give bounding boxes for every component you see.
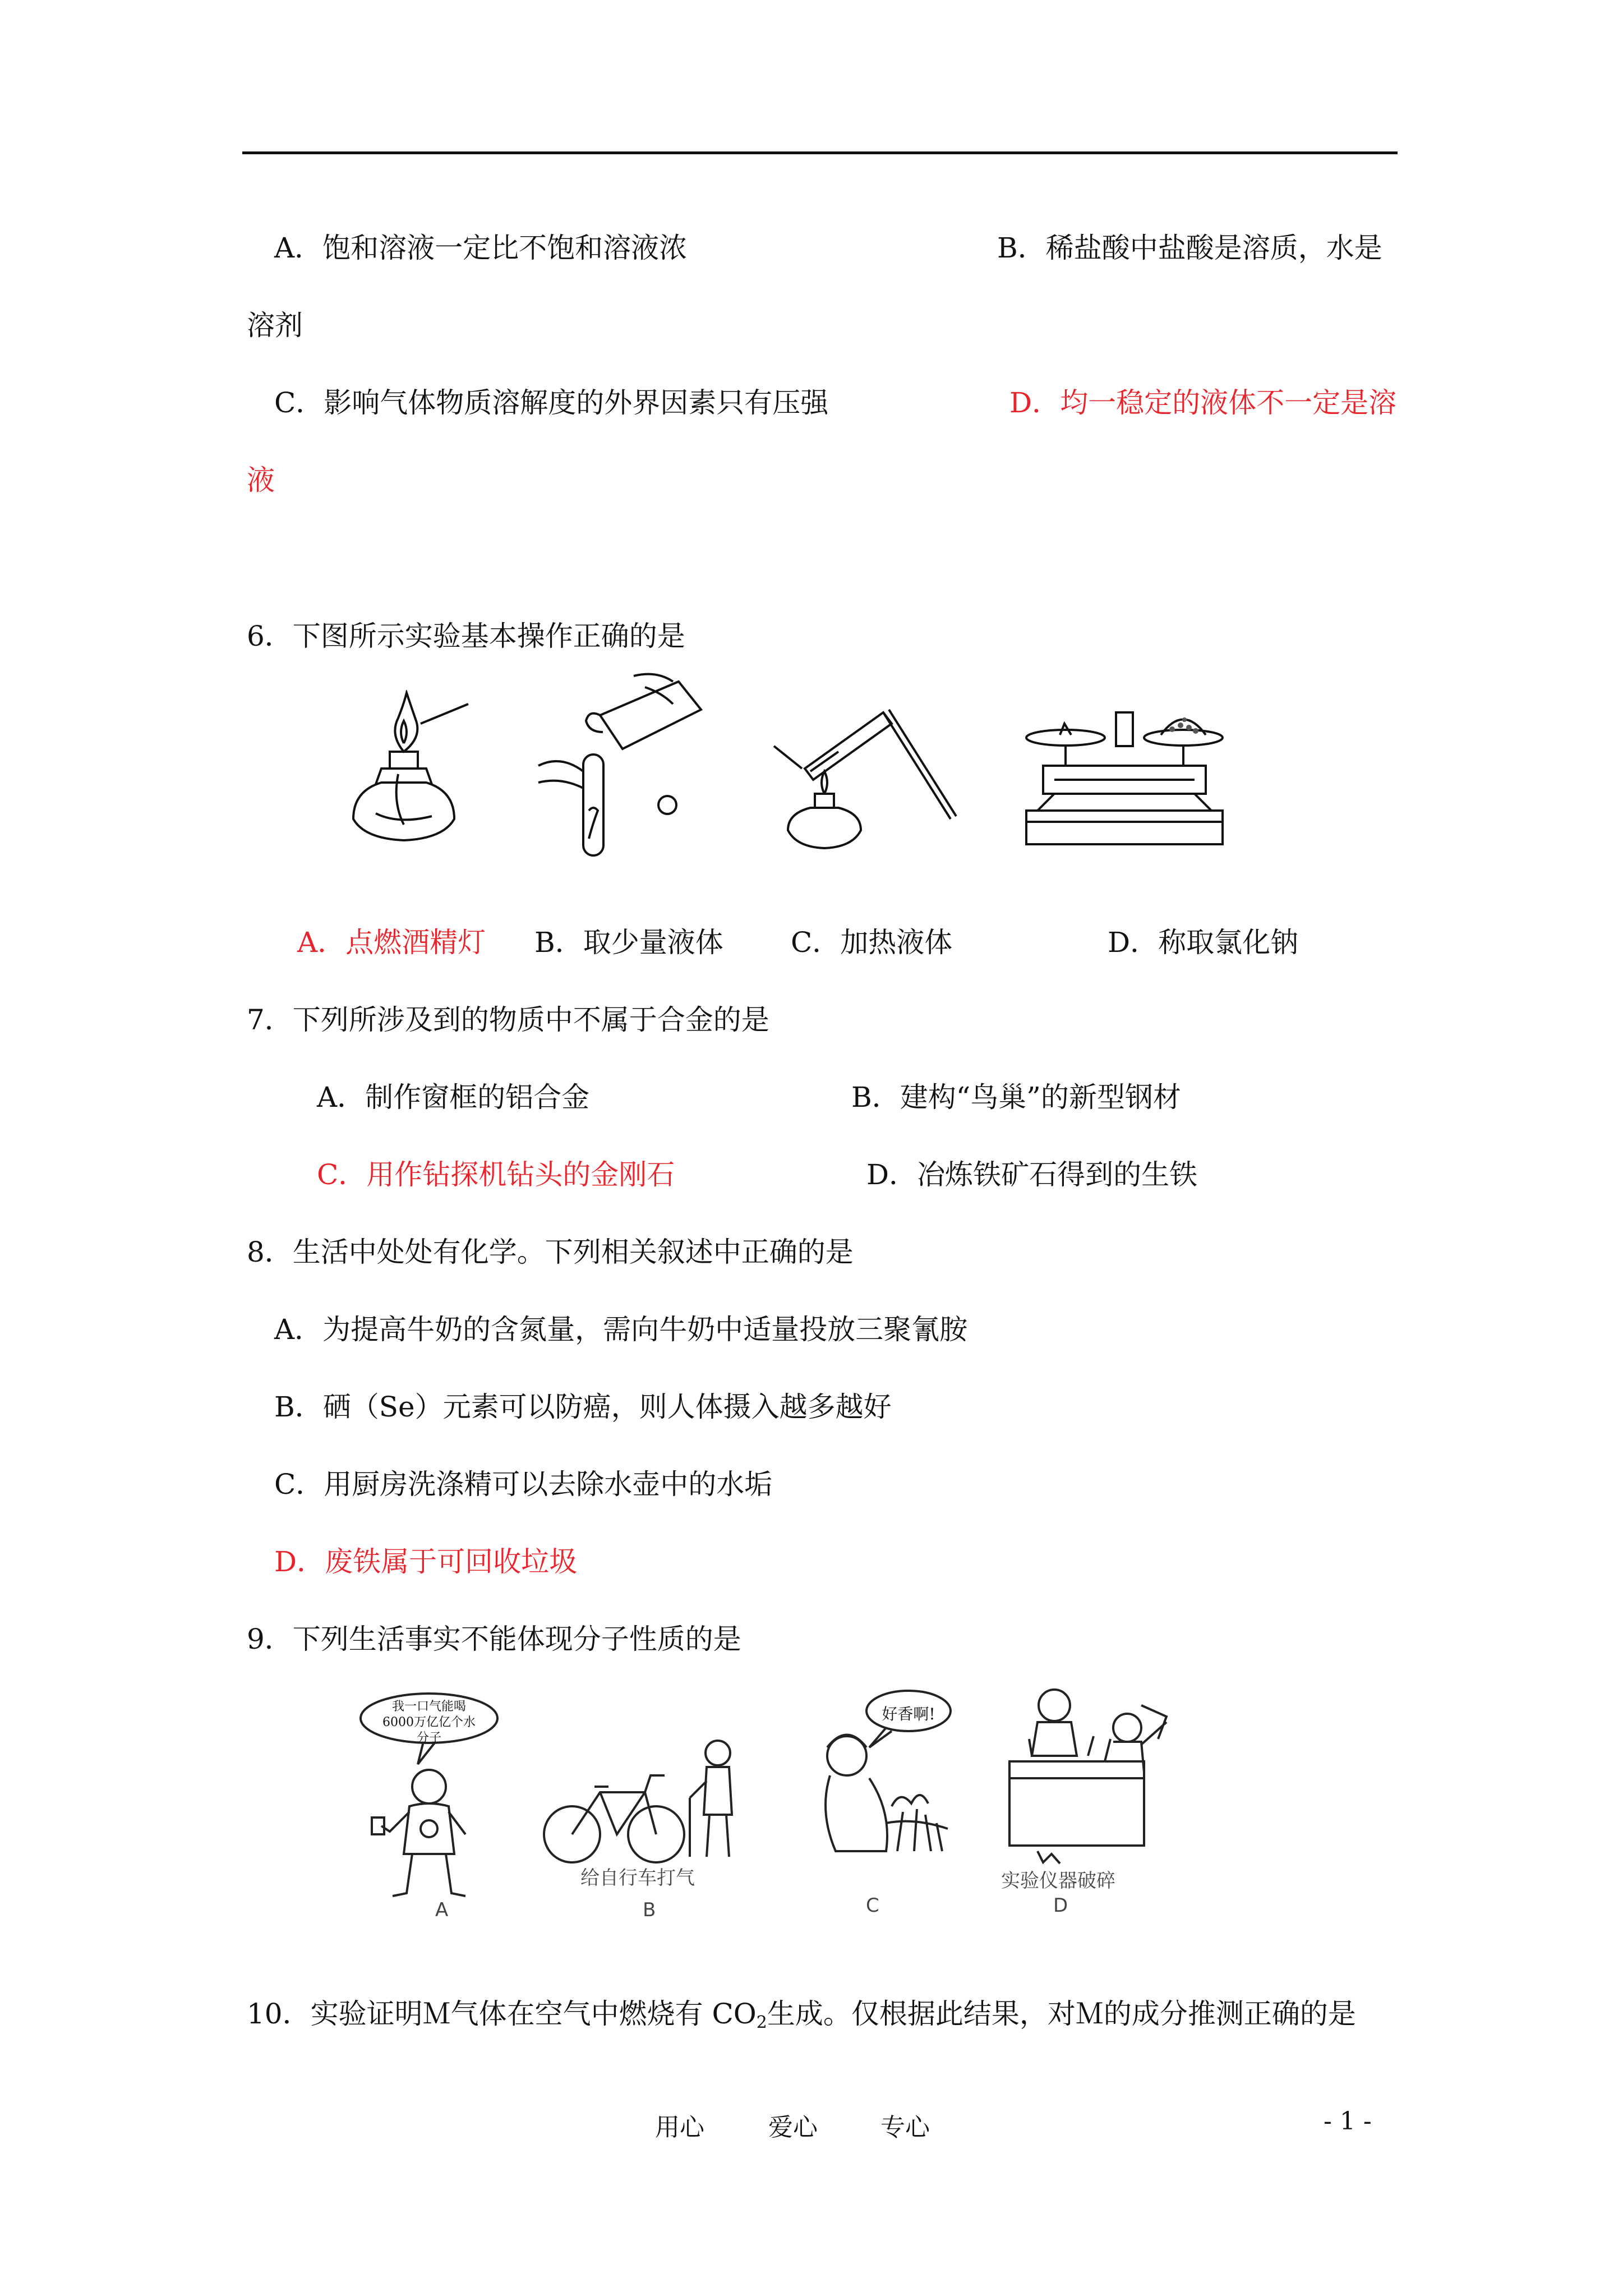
q10-stem — [247, 1997, 1356, 2040]
q5-option-d-answer: D．均一稳定的液体不一定是溶 — [1009, 386, 1397, 419]
q8-option-c: C．用厨房洗涤精可以去除水壶中的水垢 — [274, 1468, 773, 1501]
pouring-liquid-figure — [533, 670, 718, 861]
speech-bubble-c: 好香啊! — [882, 1705, 935, 1723]
q7-stem: 7．下列所涉及到的物质中不属于合金的是 — [247, 1004, 769, 1036]
footer-word-1: 用心 — [655, 2113, 704, 2142]
header-rule — [242, 151, 1398, 154]
q6-option-d: D．称取氯化钠 — [1108, 926, 1299, 959]
speech-bubble-a-line2: 6000万亿亿个水分子 — [382, 1715, 476, 1745]
q10-stem-subscript: 2 — [756, 2013, 767, 2032]
q9-figure-a — [356, 1691, 502, 1904]
q9-figure-d — [998, 1683, 1178, 1896]
q7-option-c-answer: C．用作钻探机钻头的金刚石 — [317, 1158, 675, 1191]
balance-weighing-figure — [1021, 704, 1228, 855]
q7-option-d: D．冶炼铁矿石得到的生铁 — [866, 1158, 1198, 1191]
q7-option-a: A．制作窗框的铝合金 — [317, 1081, 590, 1114]
page-number: - 1 - — [1324, 2107, 1372, 2136]
q10-stem-part2: 生成。仅根据此结果，对Ｍ的成分推测正确的是 — [767, 1998, 1356, 2030]
q9-label-b: B — [643, 1899, 656, 1921]
q5-option-b-continued: 溶剂 — [247, 309, 303, 342]
q8-stem: 8．生活中处处有化学。下列相关叙述中正确的是 — [247, 1236, 854, 1268]
heating-liquid-figure — [771, 701, 962, 858]
q9-figure-b — [533, 1731, 757, 1888]
q9-label-d: D — [1053, 1894, 1068, 1917]
q5-option-a: A．饱和溶液一定比不饱和溶液浓 — [274, 232, 688, 264]
q6-option-b: B．取少量液体 — [534, 926, 723, 959]
q5-option-d-continued: 液 — [247, 464, 275, 496]
footer-word-3: 专心 — [880, 2113, 930, 2142]
q5-option-b: B．稀盐酸中盐酸是溶质，水是 — [997, 232, 1382, 264]
q5-option-c: C．影响气体物质溶解度的外界因素只有压强 — [274, 386, 829, 419]
q6-option-c: C．加热液体 — [791, 926, 953, 959]
q9-stem: 9．下列生活事实不能体现分子性质的是 — [247, 1623, 741, 1655]
caption-bicycle-pump: 给自行车打气 — [580, 1867, 695, 1889]
q6-stem: 6．下图所示实验基本操作正确的是 — [247, 620, 685, 652]
footer-word-2: 爱心 — [768, 2113, 818, 2142]
q6-option-a-answer: A．点燃酒精灯 — [297, 926, 486, 959]
q9-figure-c — [802, 1683, 965, 1868]
speech-bubble-a-line1: 我一口气能喝 — [391, 1700, 466, 1714]
q8-option-a: A．为提高牛奶的含氮量，需向牛奶中适量投放三聚氰胺 — [274, 1313, 968, 1346]
q8-option-b: B．硒（Se）元素可以防癌，则人体摄入越多越好 — [274, 1391, 892, 1423]
bicycle-pump-illustration — [533, 1731, 757, 1865]
q8-option-d-answer: D．废铁属于可回收垃圾 — [274, 1545, 578, 1578]
caption-broken-instruments: 实验仪器破碎 — [1001, 1870, 1115, 1892]
q7-option-b: B．建构“鸟巢”的新型钢材 — [851, 1081, 1181, 1114]
q9-label-a: A — [435, 1899, 449, 1921]
q10-stem-part1: 10．实验证明Ｍ气体在空气中燃烧有 CO — [247, 1998, 757, 2030]
q9-label-c: C — [866, 1894, 879, 1917]
broken-instruments-illustration — [998, 1683, 1178, 1868]
alcohol-lamp-lighting-figure — [342, 690, 471, 853]
